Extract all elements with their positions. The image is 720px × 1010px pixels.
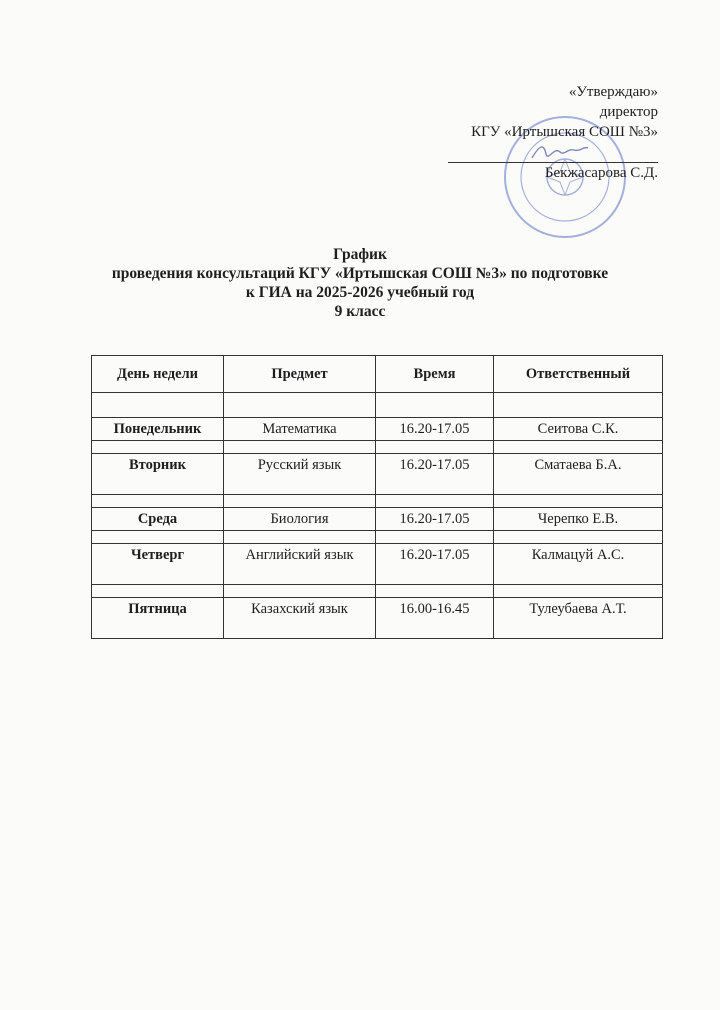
approval-block (448, 82, 658, 183)
heading-grade: 9 класс (334, 303, 386, 320)
signature-line (448, 144, 658, 163)
document-heading (0, 245, 720, 321)
table-row (92, 454, 663, 495)
heading-subtitle: проведения консультаций КГУ «Иртышская СОШ №3» по подготовке (111, 265, 609, 282)
heading-title: График (333, 246, 387, 263)
cell-time: 16.20-17.05 (376, 418, 494, 441)
approval-position: директор (599, 104, 658, 120)
approval-organization: КГУ «Иртышская СОШ №3» (471, 124, 658, 140)
cell-teacher: Сеитова С.К. (494, 418, 663, 441)
heading-year: к ГИА на 2025-2026 учебный год (245, 284, 475, 301)
cell-time: 16.00-16.45 (376, 598, 494, 639)
cell-time: 16.20-17.05 (376, 454, 494, 495)
table-spacer-row (92, 531, 663, 544)
column-header-time: Время (376, 356, 494, 393)
cell-subject: Биология (224, 508, 376, 531)
cell-teacher: Калмацуй А.С. (494, 544, 663, 585)
cell-day: Четверг (92, 544, 224, 585)
column-header-day: День недели (92, 356, 224, 393)
table-row (92, 598, 663, 639)
cell-time: 16.20-17.05 (376, 544, 494, 585)
cell-subject: Казахский язык (224, 598, 376, 639)
cell-day: Вторник (92, 454, 224, 495)
table-spacer-row (92, 393, 663, 418)
cell-day: Понедельник (92, 418, 224, 441)
column-header-subject: Предмет (224, 356, 376, 393)
cell-teacher: Черепко Е.В. (494, 508, 663, 531)
table-spacer-row (92, 585, 663, 598)
cell-teacher: Сматаева Б.А. (494, 454, 663, 495)
cell-day: Пятница (92, 598, 224, 639)
approval-signer: Бекжасарова С.Д. (544, 165, 658, 181)
table-spacer-row (92, 441, 663, 454)
cell-subject: Математика (224, 418, 376, 441)
cell-subject: Русский язык (224, 454, 376, 495)
cell-subject: Английский язык (224, 544, 376, 585)
table-header-row (92, 356, 663, 393)
approval-title: «Утверждаю» (568, 84, 658, 100)
cell-day: Среда (92, 508, 224, 531)
cell-time: 16.20-17.05 (376, 508, 494, 531)
table-row (92, 508, 663, 531)
table-row (92, 544, 663, 585)
consultation-schedule-table (91, 355, 663, 639)
column-header-teacher: Ответственный (494, 356, 663, 393)
table-spacer-row (92, 495, 663, 508)
table-row (92, 418, 663, 441)
cell-teacher: Тулеубаева А.Т. (494, 598, 663, 639)
